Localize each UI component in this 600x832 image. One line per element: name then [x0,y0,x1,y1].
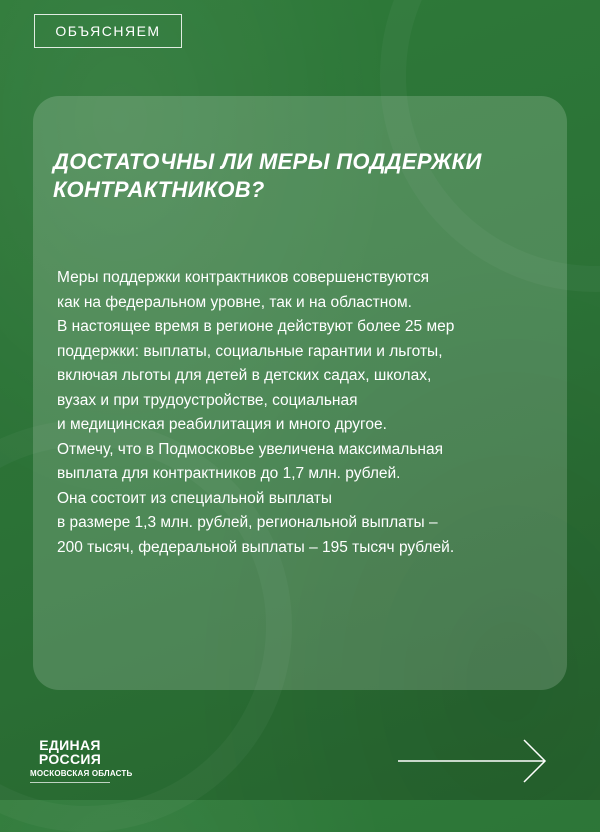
category-badge: ОБЪЯСНЯЕМ [34,14,182,48]
body-line: поддержки: выплаты, социальные гарантии и льготы, [57,342,443,360]
logo-line-2: РОССИЯ [38,751,102,767]
logo-underline [30,782,110,783]
party-logo [30,738,140,783]
logo-subtitle: МОСКОВСКАЯ ОБЛАСТЬ [30,769,133,778]
body-line: Отмечу, что в Подмосковье увеличена максимальная [57,440,443,458]
body-line: как на федеральном уровне, так и на областном. [57,293,412,311]
title-line: ДОСТАТОЧНЫ ЛИ МЕРЫ ПОДДЕРЖКИ [53,149,482,174]
body-line: в размере 1,3 млн. рублей, региональной выплаты – [57,514,438,531]
body-line: вузах и при трудоустройстве, социальная [57,391,358,409]
body-line: В настоящее время в регионе действуют более 25 мер [57,318,455,335]
title-line: КОНТРАКТНИКОВ? [53,177,265,202]
arrow-right-icon[interactable] [398,738,548,784]
card-title [53,148,553,204]
logo-line-1: ЕДИНАЯ [39,737,101,753]
body-line: Меры поддержки контрактников совершенствуются [57,269,430,286]
body-line: включая льготы для детей в детских садах, школах, [57,367,432,384]
body-line: Она состоит из специальной выплаты [57,489,333,507]
content-card [33,96,567,690]
body-line: 200 тысяч, федеральной выплаты – 195 тысяч рублей. [57,538,455,556]
card-body-text [57,266,557,560]
body-line: и медицинская реабилитация и много другое. [57,416,387,433]
body-line: выплата для контрактников до 1,7 млн. рублей. [57,465,401,482]
